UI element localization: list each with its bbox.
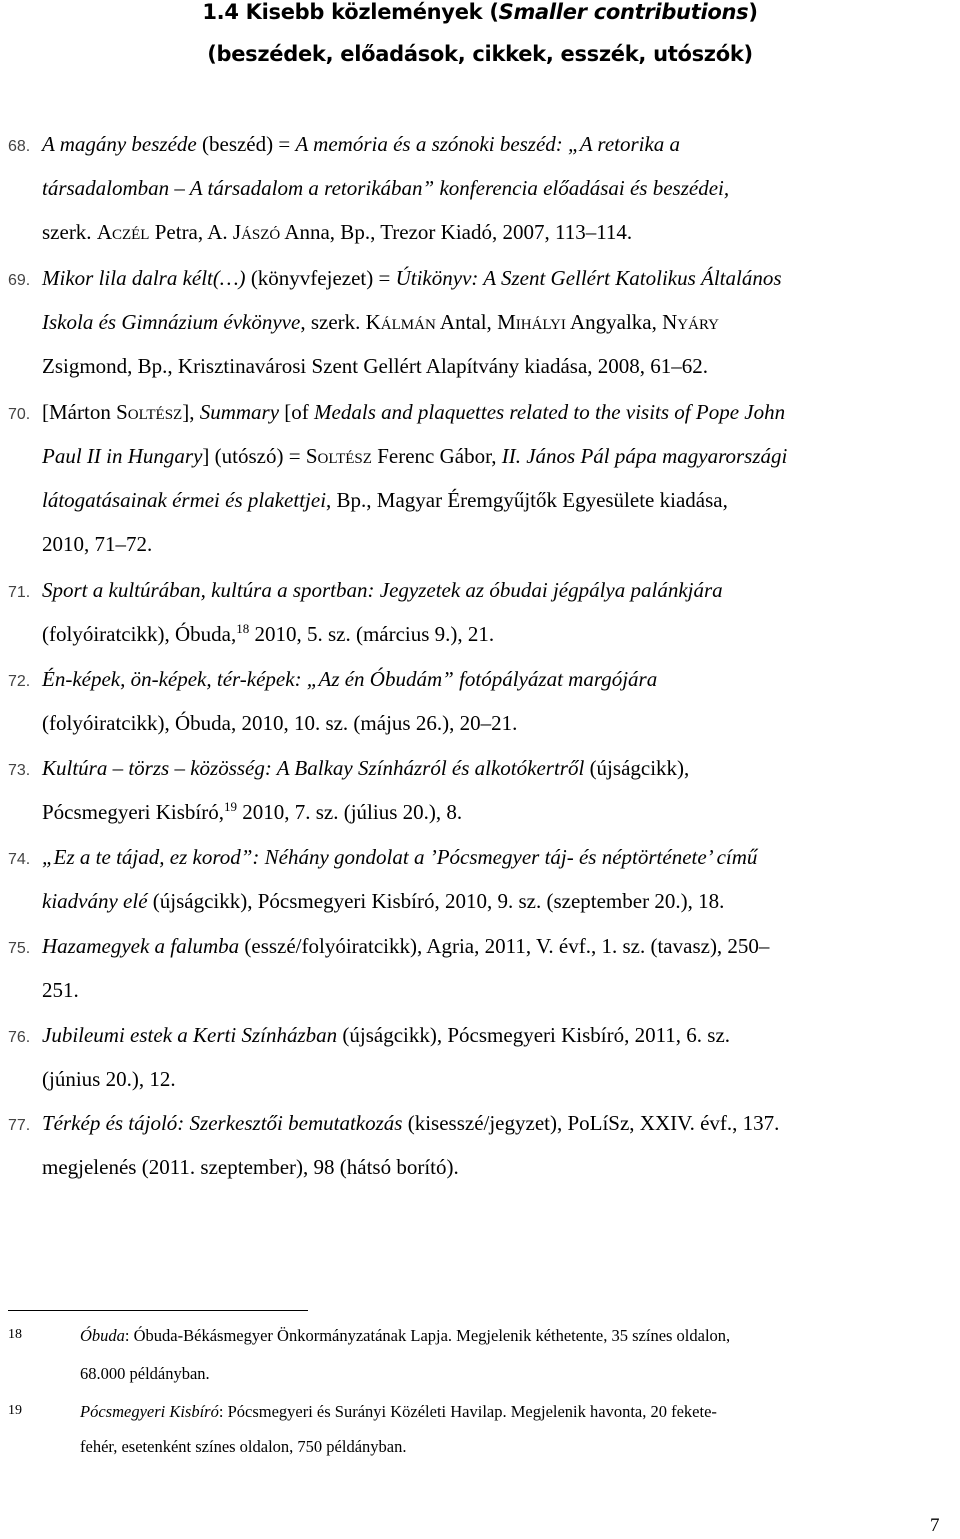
section-title (0, 0, 960, 24)
entry-line (42, 800, 462, 825)
text: (újságcikk), Pócsmegyeri Kisbíró, 2011, 6. sz. (337, 1023, 731, 1047)
entry-line (42, 132, 680, 157)
section-title-suffix: ) (748, 0, 758, 24)
book-title: Útikönyv: A Szent Gellért Katolikus Általános (395, 266, 782, 290)
entry-line (42, 220, 632, 245)
entry-line: (június 20.), 12. (42, 1067, 176, 1091)
footnote-ref: 19 (223, 799, 237, 814)
entry-line (42, 934, 769, 959)
footnote-title: Óbuda (80, 1326, 125, 1345)
footnote-line: 68.000 példányban. (80, 1364, 210, 1383)
footnote-line (80, 1402, 717, 1422)
footnote-title: Pócsmegyeri Kisbíró (80, 1402, 219, 1421)
entry-number: 73. (8, 762, 31, 779)
entry-line (42, 667, 657, 692)
text: ] (utószó) = (202, 444, 306, 468)
text: (folyóiratcikk), Óbuda, (42, 622, 237, 646)
work-title: Térkép és tájoló: Szerkesztői bemutatkozás (42, 1111, 403, 1135)
text: 2010, 7. sz. (július 20.), 8. (236, 800, 463, 824)
entry-number: 69. (8, 272, 31, 289)
entry-line: 251. (42, 978, 79, 1002)
entry-number: 71. (8, 584, 31, 601)
text: Ferenc Gábor, (371, 444, 502, 468)
entry-number: 75. (8, 940, 31, 957)
work-title: Én-képek, ön-képek, tér-képek: „Az én Óbudám” fotópályázat margójára (42, 667, 658, 691)
entry-line (42, 889, 724, 914)
footnote-line (80, 1326, 730, 1346)
book-title: látogatásainak érmei és plakettjei (42, 488, 327, 512)
work-title: Mikor lila dalra kélt(…) (42, 266, 246, 290)
section-subtitle: (beszédek, előadások, cikkek, esszék, utószók) (207, 42, 753, 66)
text: Pócsmegyeri Kisbíró, (42, 800, 224, 824)
book-title: Iskola és Gimnázium évkönyve (42, 310, 301, 334)
work-title: Jubileumi estek a Kerti Színházban (42, 1023, 338, 1047)
text: Angyalka, (565, 310, 663, 334)
text: [Márton (42, 400, 117, 424)
section-title-prefix: 1.4 Kisebb közlemények ( (202, 0, 499, 24)
text: (könyvfejezet) = (245, 266, 396, 290)
entry-line (42, 400, 785, 425)
entry-number: 76. (8, 1029, 31, 1046)
work-title: Medals and plaquettes related to the visits of Pope John (314, 400, 786, 424)
work-title: „Ez a te tájad, ez korod”: Néhány gondolat a ’Pócsmegyer táj- és néptörténete’ című (42, 845, 758, 869)
footnote-number: 19 (8, 1403, 22, 1418)
entry-number: 72. (8, 673, 31, 690)
entry-line (42, 488, 728, 513)
text: (beszéd) = (196, 132, 296, 156)
text: szerk. (42, 220, 97, 244)
text: (újságcikk), Pócsmegyeri Kisbíró, 2010, 9. sz. (szeptember 20.), 18. (147, 889, 725, 913)
footnote-separator (8, 1310, 308, 1311)
work-title: kiadvány elé (42, 889, 148, 913)
text: Antal, (435, 310, 498, 334)
entry-line: Zsigmond, Bp., Krisztinavárosi Szent Gellért Alapítvány kiadása, 2008, 61–62. (42, 354, 709, 378)
editor-surname: Mihályi (497, 310, 566, 334)
text: ], (182, 400, 200, 424)
entry-line (42, 266, 782, 291)
text: (esszé/folyóiratcikk), Agria, 2011, V. évf., 1. sz. (tavasz), 250– (239, 934, 770, 958)
text: : Óbuda-Békásmegyer Önkormányzatának Lapja. Megjelenik kéthetente, 35 színes oldalon, (124, 1326, 731, 1345)
work-title: Paul II in Hungary (42, 444, 203, 468)
editor-surname: Aczél (96, 220, 150, 244)
book-title: II. János Pál pápa magyarországi (501, 444, 788, 468)
work-title: Hazamegyek a falumba (42, 934, 240, 958)
entry-number: 77. (8, 1117, 31, 1134)
editor-surname: Soltész (305, 444, 372, 468)
entry-number: 68. (8, 138, 31, 155)
footnote-number: 18 (8, 1327, 22, 1342)
work-title: Sport a kultúrában, kultúra a sportban: Jegyzetek az óbudai jégpálya palánkjára (42, 578, 723, 602)
editor-surname: Jászó (232, 220, 281, 244)
entry-line (42, 1023, 730, 1048)
entry-line (42, 310, 719, 335)
footnote-line: fehér, esetenként színes oldalon, 750 példányban. (80, 1437, 407, 1456)
text: [of (279, 400, 315, 424)
text: : Pócsmegyeri és Surányi Közéleti Havilap. Megjelenik havonta, 20 fekete- (218, 1402, 717, 1421)
entry-number: 70. (8, 406, 31, 423)
text: (újságcikk), (584, 756, 690, 780)
section-title-english: Smaller contributions (498, 0, 749, 24)
text: , szerk. (300, 310, 366, 334)
text: , Bp., Magyar Éremgyűjtők Egyesülete kiadása, (326, 488, 728, 512)
text: (kisesszé/jegyzet), PoLíSz, XXIV. évf., 137. (402, 1111, 780, 1135)
entry-number: 74. (8, 851, 31, 868)
entry-line (42, 176, 729, 201)
entry-line: 2010, 71–72. (42, 532, 153, 556)
text: 2010, 5. sz. (március 9.), 21. (249, 622, 495, 646)
text: Petra, A. (149, 220, 233, 244)
editor-surname: Kálmán (365, 310, 436, 334)
book-title: társadalomban – A társadalom a retorikában” konferencia előadásai és beszédei, (42, 176, 730, 200)
entry-line (42, 845, 757, 870)
entry-line (42, 444, 787, 469)
page-number: 7 (930, 1515, 940, 1536)
author-surname: Soltész (116, 400, 183, 424)
text: Anna, Bp., Trezor Kiadó, 2007, 113–114. (280, 220, 633, 244)
book-title: A memória és a szónoki beszéd: „A retorika a (295, 132, 681, 156)
footnote-ref: 18 (236, 621, 250, 636)
entry-line: megjelenés (2011. szeptember), 98 (hátsó borító). (42, 1155, 459, 1179)
entry-line: (folyóiratcikk), Óbuda, 2010, 10. sz. (május 26.), 20–21. (42, 711, 518, 735)
work-title: Kultúra – törzs – közösség: A Balkay Színházról és alkotókertről (42, 756, 585, 780)
entry-line (42, 1111, 779, 1136)
work-title: Summary (199, 400, 280, 424)
work-title: A magány beszéde (42, 132, 197, 156)
entry-line (42, 622, 494, 647)
entry-line (42, 756, 689, 781)
entry-line (42, 578, 723, 603)
editor-surname: Nyáry (662, 310, 719, 334)
